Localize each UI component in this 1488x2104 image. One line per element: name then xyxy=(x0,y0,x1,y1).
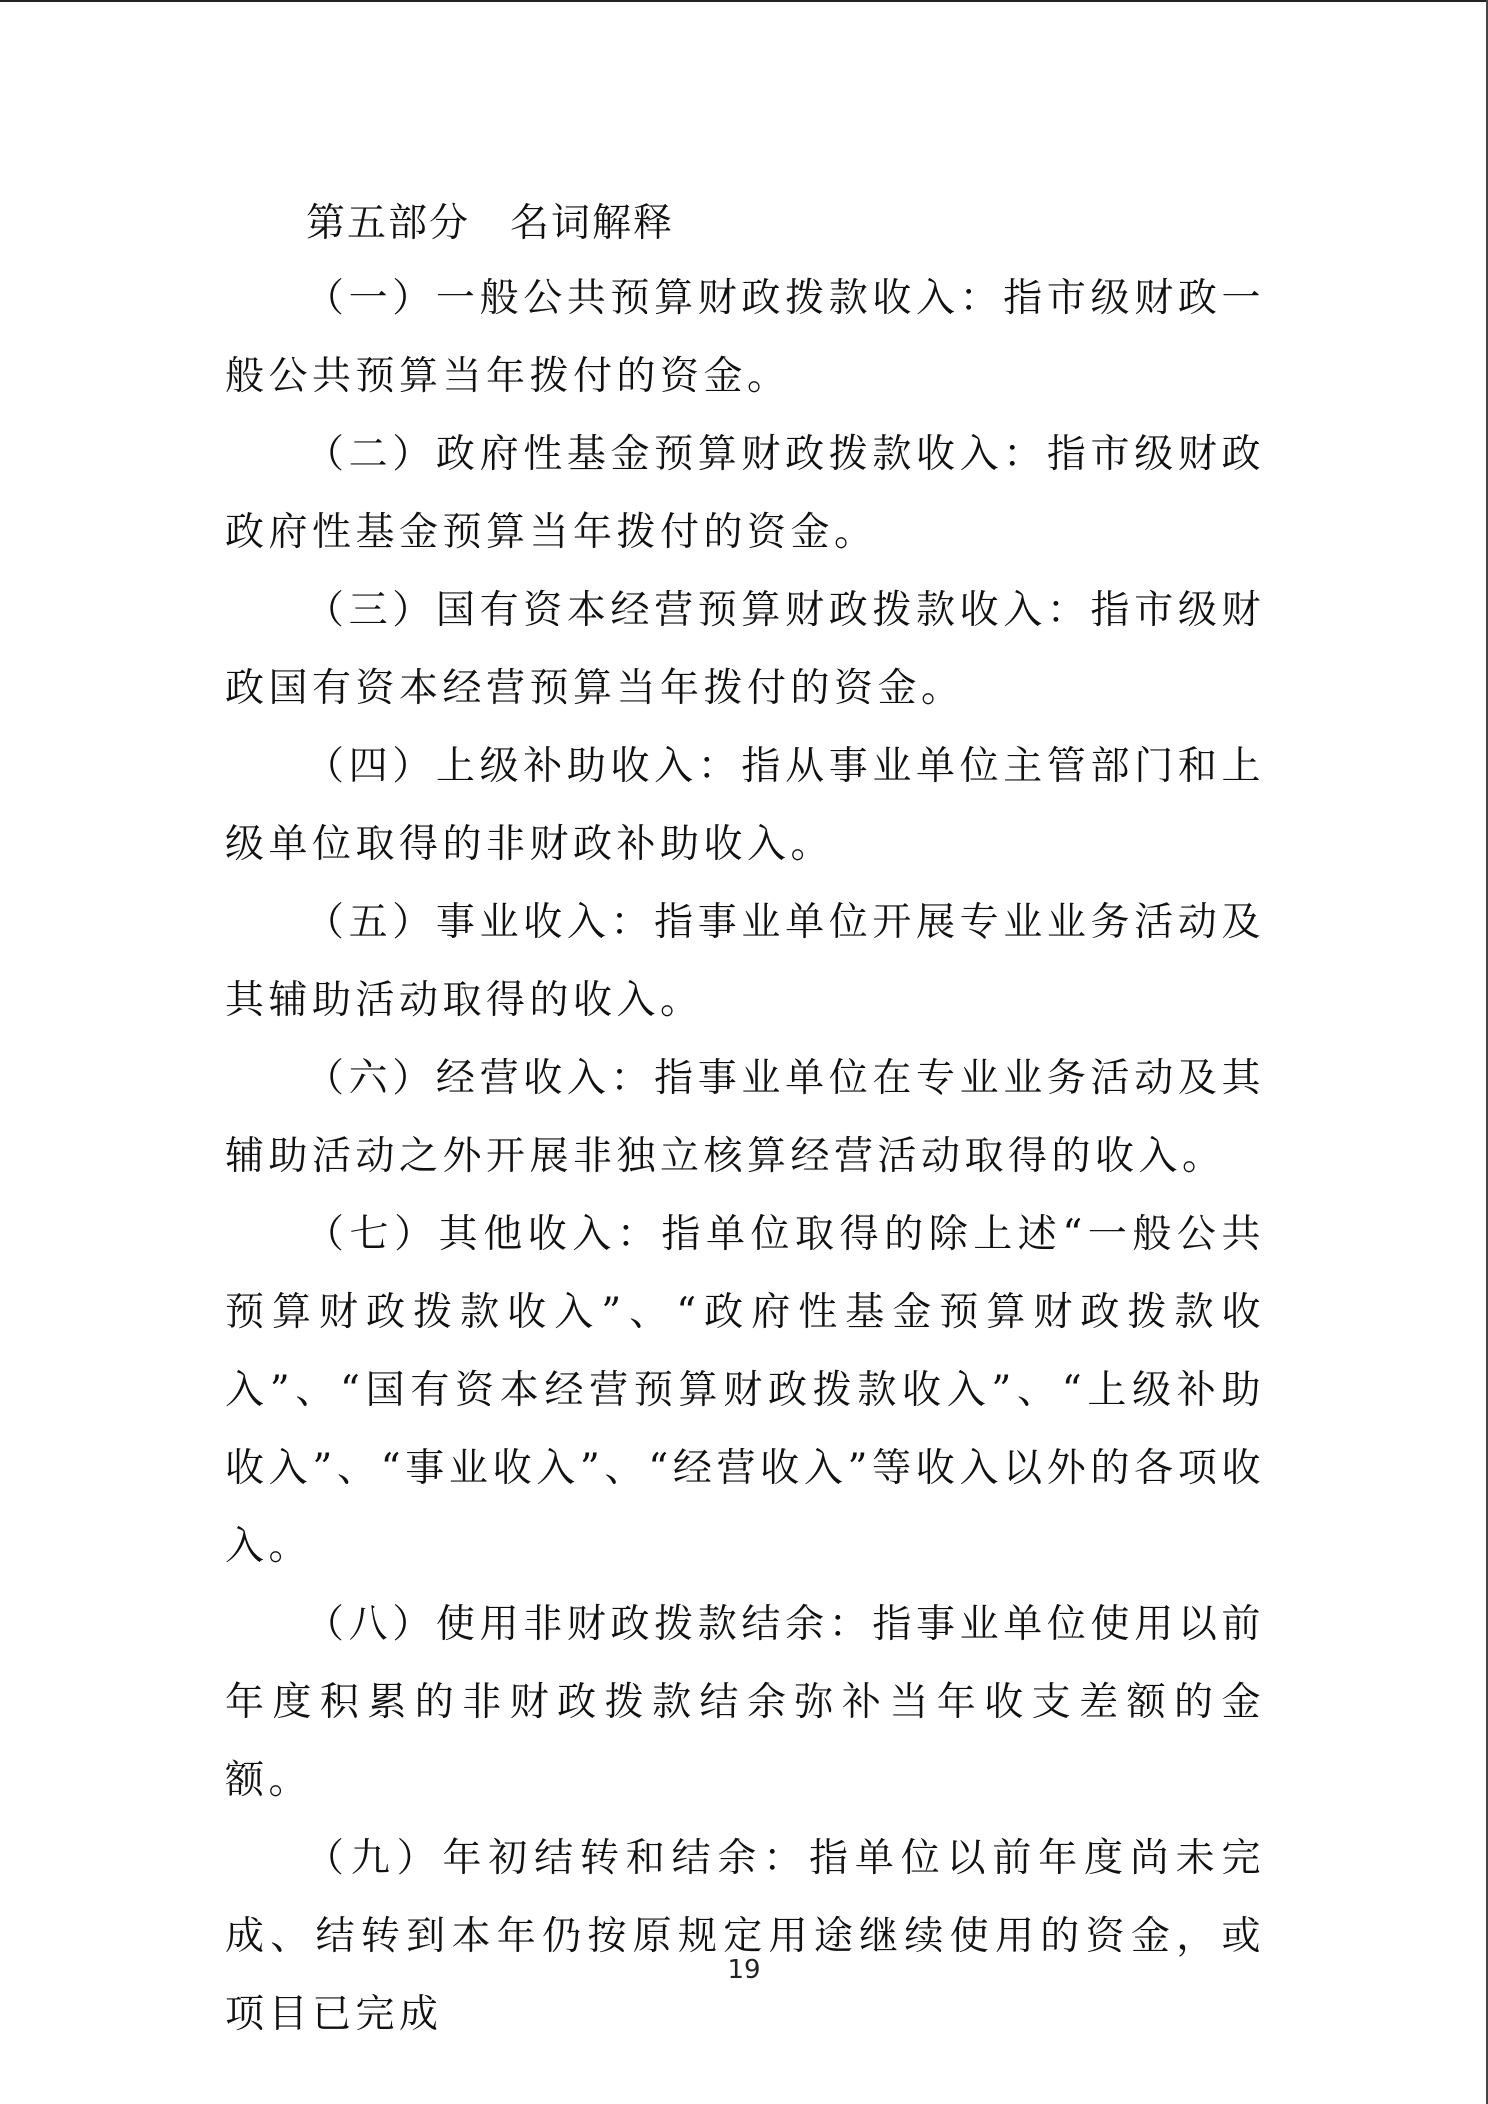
definition-paragraph-4: （四）上级补助收入：指从事业单位主管部门和上级单位取得的非财政补助收入。 xyxy=(225,744,1265,867)
page-number: 19 xyxy=(727,1955,761,1985)
top-border xyxy=(0,0,1488,2)
section-heading xyxy=(306,196,674,252)
definition-paragraph-9: （九）年初结转和结余：指单位以前年度尚未完成、结转到本年仍按原规定用途继续使用的资金，或项目已完成 xyxy=(225,1836,1265,2037)
definition-paragraph-1: （一）一般公共预算财政拨款收入：指市级财政一般公共预算当年拨付的资金。 xyxy=(225,276,1265,399)
definition-paragraph-3: （三）国有资本经营预算财政拨款收入：指市级财政国有资本经营预算当年拨付的资金。 xyxy=(225,588,1265,711)
document-body xyxy=(225,260,1265,2054)
definition-paragraph-8: （八）使用非财政拨款结余：指事业单位使用以前年度积累的非财政拨款结余弥补当年收支差额的金额。 xyxy=(225,1602,1265,1803)
definition-paragraph-7: （七）其他收入：指单位取得的除上述“一般公共预算财政拨款收入”、“政府性基金预算财政拨款收入”、“国有资本经营预算财政拨款收入”、“上级补助收入”、“事业收入”、“经营收入”等收入以外的各项收入。 xyxy=(225,1212,1265,1569)
definition-paragraph-6: （六）经营收入：指事业单位在专业业务活动及其辅助活动之外开展非独立核算经营活动取得的收入。 xyxy=(225,1056,1265,1179)
definition-paragraph-5: （五）事业收入：指事业单位开展专业业务活动及其辅助活动取得的收入。 xyxy=(225,900,1265,1023)
section-part-label: 第五部分 xyxy=(306,201,471,246)
section-title-text: 名词解释 xyxy=(510,201,675,246)
definition-paragraph-2: （二）政府性基金预算财政拨款收入：指市级财政政府性基金预算当年拨付的资金。 xyxy=(225,432,1265,555)
